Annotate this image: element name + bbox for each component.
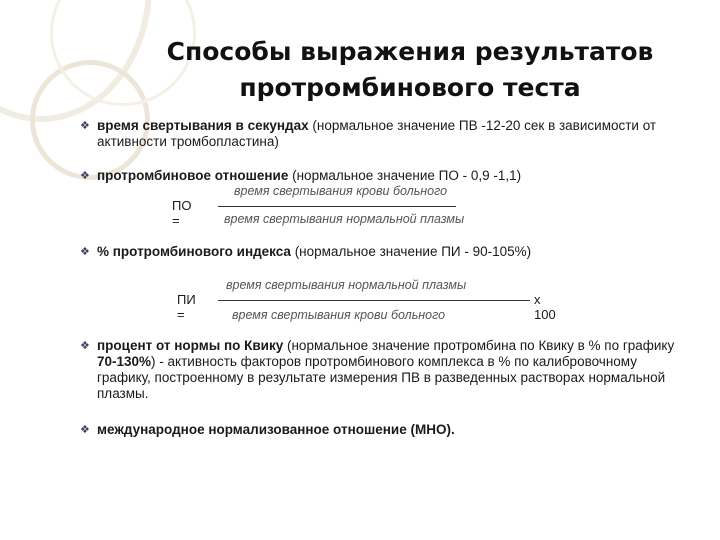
bullet-text	[97, 118, 690, 150]
bullet-plain: ) - активность факторов протромбинового комплекса в % по калибровочному графику, построенному в результате измерения ПВ в разведенных растворах нормальной плазмы.	[97, 354, 666, 401]
formula-po-numerator: время свертывания крови больного	[234, 184, 448, 198]
formula-po-denominator: время свертывания нормальной плазмы	[224, 212, 465, 226]
bullet-plain: (нормальное значение протромбина по Квику в % по графику	[283, 338, 675, 353]
diamond-bullet-icon: ❖	[80, 424, 90, 436]
bullet-bold: % протромбинового индекса	[97, 244, 291, 259]
formula-pi-lhs: ПИ =	[177, 292, 196, 322]
bullet-plain: (нормальное значение ПВ -12-20 сек в зависимости от активности тромбопластина)	[97, 118, 657, 149]
bullet-bold: протромбиновое отношение	[97, 168, 289, 183]
bullet-item	[80, 338, 690, 402]
bullet-bold: время свертывания в секундах	[97, 118, 309, 133]
bullet-text	[97, 338, 690, 402]
fraction-line	[218, 300, 530, 301]
bullet-bold: международное нормализованное отношение (МНО).	[97, 422, 455, 437]
bullet-plain: (нормальное значение ПО - 0,9 -1,1)	[288, 168, 522, 183]
diamond-bullet-icon: ❖	[80, 340, 90, 352]
formula-po-lhs: ПО =	[172, 198, 192, 228]
bullet-item	[80, 422, 690, 438]
title-line-2: протромбинового теста	[239, 73, 581, 102]
fraction-line	[218, 206, 456, 207]
bullet-plain: (нормальное значение ПИ - 90-105%)	[290, 244, 532, 259]
diamond-bullet-icon: ❖	[80, 246, 90, 258]
slide-title	[110, 34, 710, 106]
bullet-text	[97, 244, 690, 260]
diamond-bullet-icon: ❖	[80, 170, 90, 182]
formula-pi-multiplier: x 100	[534, 292, 556, 322]
bullet-bold: процент от нормы по Квику	[97, 338, 284, 353]
bullet-item	[80, 118, 690, 150]
title-line-1: Способы выражения результатов	[166, 37, 654, 66]
bullet-item	[80, 168, 690, 184]
bullet-bold-range: 70-130%	[97, 354, 152, 369]
bullet-text	[97, 168, 690, 184]
diamond-bullet-icon: ❖	[80, 120, 90, 132]
bullet-text	[97, 422, 690, 438]
formula-pi-numerator: время свертывания нормальной плазмы	[226, 278, 467, 292]
bullet-item	[80, 244, 690, 260]
formula-pi-denominator: время свертывания крови больного	[232, 308, 446, 322]
